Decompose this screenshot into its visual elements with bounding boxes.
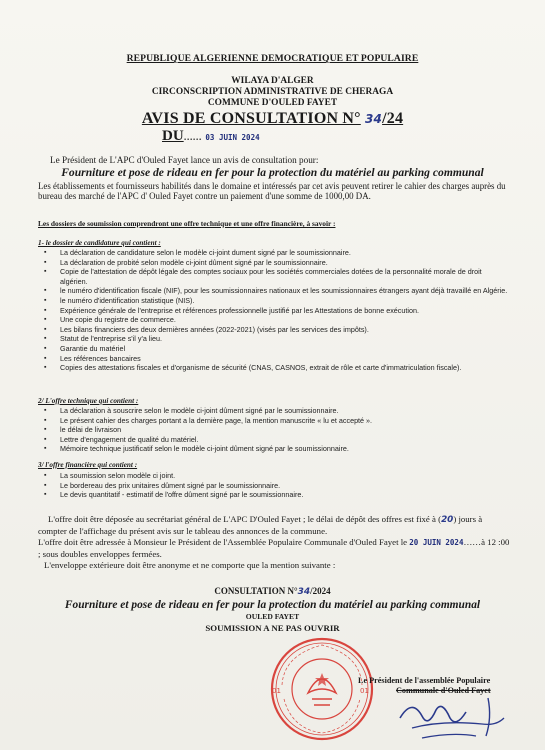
list-item: ▪ le numéro d'identification statistique (NIS). [40,296,510,306]
du-label: DU [162,128,184,144]
list-item: ▪ Expérience générale de l'entreprise et références professionnelle justifié par les Attestations de bonne exécution. [40,306,510,316]
consultation-line: CONSULTATION N°34/2024 [214,586,331,597]
du-date-stamp: 03 JUIN 2024 [205,133,260,142]
list-item: ▪ Les bilans financiers des deux dernières années (2022-2021) (visés par les services des impôts). [40,325,510,335]
list-item: ▪ La déclaration de candidature selon le modèle ci-joint dument signé par le soumissionnaire. [40,248,510,258]
list-item: ▪ Lettre d'engagement de qualité du matériel. [40,435,510,445]
list-item: ▪ Le présent cahier des charges portant a la dernière page, la mention manuscrite « lu et accepté ». [40,416,510,426]
consultation-number: 34 [297,587,311,597]
section-2-list [40,406,510,454]
wilaya-line: WILAYA D'ALGER [231,76,314,86]
avis-prefix: AVIS DE CONSULTATION N° [141,110,361,127]
circonscription-line: CIRCONSCRIPTION ADMINISTRATIVE DE CHERAGA [151,87,394,97]
intro-text: Le Président de L'APC d'Ouled Fayet lance un avis de consultation pour: [50,155,319,165]
list-item: ▪ Une copie du registre de commerce. [40,315,510,325]
list-item: ▪ Le bordereau des prix unitaires dûment signé par le soumissionnaire. [40,481,510,491]
list-item: ▪ Le devis quantitatif - estimatif de l'offre dûment signé par le soumissionnaire. [40,490,510,500]
subject-title: Fourniture et pose de rideau en fer pour la protection du matériel au parking communal [61,166,484,179]
commune-line: COMMUNE D'OULED FAYET [207,98,338,108]
list-item: ▪ Copies des attestations fiscales et d'organisme de sécurité (CNAS, CASNOS, extrait de rôle et carte d'immatriculation fiscale). [40,363,510,373]
deadline-days: 20 [441,515,454,525]
avis-number: 34 [364,112,383,126]
list-item: ▪ Mémoire technique justificatif selon le modèle ci-joint dûment signé par le soumissionnaire. [40,444,510,454]
list-item: ▪ La soumission selon modèle ci joint. [40,471,510,481]
closing-paragraph-1: L'offre doit être déposée au secrétariat général de L'APC D'Ouled Fayet ; le délai de dépôt des offres est fixé à (20) jours à compter de l'affichage du présent avis sur le tableau des annonces de la commune. [38,514,483,536]
svg-text:01: 01 [360,687,369,695]
closing-paragraph-3: L'enveloppe extérieure doit être anonyme et ne comporte que la mention suivante : [44,560,336,570]
avis-suffix: /24 [382,110,404,127]
avis-title [0,110,545,128]
date-line: DU…… 03 JUIN 2024 [162,128,260,144]
signature-icon [392,688,512,743]
section-3-title: 3/ l'offre financière qui contient : [38,461,138,469]
closing-paragraph-2: L'offre doit être adressée à Monsieur le Président de l'Assemblée Populaire Communale d'Ouled Fayet le 20 JUIN 2024……à 12 :00 ; sous doubles enveloppes fermées. [38,537,510,559]
section-1-list [40,248,510,373]
section-2-title: 2/ L'offre technique qui contient : [38,397,139,405]
president-line-1: Le Président de l'assemblée Populaire [358,676,491,685]
administrative-block [0,76,545,109]
list-item: ▪ La déclaration à souscrire selon le modèle ci-joint dûment signé par le soumissionnaire. [40,406,510,416]
section-1-title: 1- le dossier de candidature qui contient : [38,239,161,247]
footer-ouled-fayet: OULED FAYET [245,612,300,621]
dossier-title: Les dossiers de soumission comprendront une offre technique et une offre financière, à savoir : [38,219,336,228]
list-item: ▪ Garantie du matériel [40,344,510,354]
soumission-notice: SOUMISSION A NE PAS OUVRIR [205,623,340,633]
president-line-2: Communale d'Ouled Fayet [396,686,491,695]
republic-heading: REPUBLIQUE ALGERIENNE DEMOCRATIQUE ET POPULAIRE [126,53,419,64]
list-item: ▪ le numéro d'identification fiscale (NIF), pour les soumissionnaires nationaux et les soumissionnaires étrangers ayant déjà travaillé en Algérie. [40,286,510,296]
list-item: ▪ Copie de l'attestation de dépôt légale des comptes sociaux pour les sociétés commerciales dotées de la personnalité morale de droit algérien. [40,267,510,286]
list-item: ▪ le délai de livraison [40,425,510,435]
list-item: ▪ Les références bancaires [40,354,510,364]
section-3-list [40,471,510,500]
list-item: ▪ La déclaration de probité selon modèle ci-joint dûment signé par le soumissionnaire. [40,258,510,268]
svg-text:01: 01 [272,687,281,695]
footer-subject: Fourniture et pose de rideau en fer pour la protection du matériel au parking communal [64,599,481,611]
deposit-date-stamp: 20 JUIN 2024 [409,538,464,547]
intro-paragraph: Les établissements et fournisseurs habilités dans le domaine et intéressés par cet avis peuvent retirer le cahier des charges auprès du bureau des marché de l'APC d' Ouled Fayet contre un paiement d'une somme de 1000,00 DA. [38,181,506,202]
list-item: ▪ Statut de l'entreprise s'il y'a lieu. [40,334,510,344]
